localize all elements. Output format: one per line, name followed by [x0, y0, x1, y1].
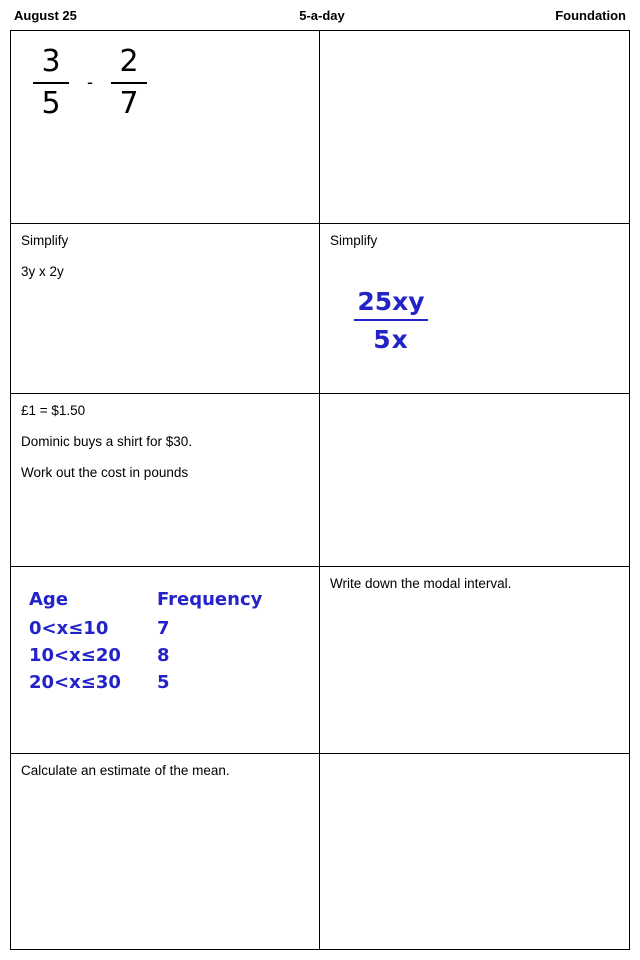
fraction-first: [33, 46, 69, 119]
algebraic-fraction: [354, 286, 428, 356]
question-grid: [10, 30, 630, 950]
algebraic-fraction-numerator: 25xy: [357, 286, 425, 316]
question-6-answer-space[interactable]: [320, 754, 629, 949]
cell-frequency-3: 5: [157, 672, 170, 693]
modal-interval-instruction: Write down the modal interval.: [330, 576, 512, 591]
cell-frequency-1: 7: [157, 618, 170, 639]
exchange-rate-line: £1 = $1.50: [21, 403, 86, 418]
header-date: August 25: [14, 7, 77, 23]
question-1-prompt: [11, 31, 320, 224]
task-line: Work out the cost in pounds: [21, 464, 189, 480]
question-5-data: [11, 567, 320, 754]
fraction-second: [111, 46, 147, 119]
fraction-first-numerator: 3: [41, 44, 61, 79]
table-row: [29, 642, 262, 669]
estimate-mean-instruction: Calculate an estimate of the mean.: [21, 763, 230, 778]
question-2-instruction: Simplify: [21, 233, 69, 248]
question-1-answer-space[interactable]: [320, 31, 629, 224]
column-header-age: Age: [29, 589, 69, 610]
fraction-second-denominator: 7: [119, 85, 139, 121]
algebraic-fraction-bar: [354, 319, 428, 321]
question-4-answer-space[interactable]: [320, 394, 629, 567]
fraction-subtraction-expression: [33, 46, 309, 119]
algebraic-fraction-denominator: 5x: [373, 325, 409, 355]
question-3-instruction: Simplify: [330, 233, 378, 248]
fraction-second-bar: [111, 82, 147, 84]
fraction-first-bar: [33, 82, 69, 84]
cell-age-2: 10<x≤20: [29, 645, 121, 666]
question-5-prompt: [320, 567, 629, 754]
context-line: Dominic buys a shirt for $30.: [21, 433, 193, 449]
question-4-prompt: [11, 394, 320, 567]
table-row: [29, 615, 262, 642]
minus-operator: -: [87, 72, 93, 92]
table-row: [29, 669, 262, 696]
cell-frequency-2: 8: [157, 645, 170, 666]
header-tier: Foundation: [555, 7, 626, 23]
header-title: 5-a-day: [299, 7, 345, 23]
cell-age-1: 0<x≤10: [29, 618, 109, 639]
question-2-expression: 3y x 2y: [21, 263, 64, 279]
frequency-table: [29, 586, 262, 696]
table-header-row: [29, 586, 262, 615]
column-header-frequency: Frequency: [157, 589, 263, 610]
fraction-first-denominator: 5: [41, 85, 61, 121]
question-6-prompt: [11, 754, 320, 949]
page-header: [10, 0, 630, 30]
frequency-table-head: [29, 586, 262, 615]
frequency-table-body: [29, 615, 262, 696]
question-2-prompt: [11, 224, 320, 394]
fraction-second-numerator: 2: [119, 44, 139, 79]
question-3-prompt: [320, 224, 629, 394]
cell-age-3: 20<x≤30: [29, 672, 121, 693]
